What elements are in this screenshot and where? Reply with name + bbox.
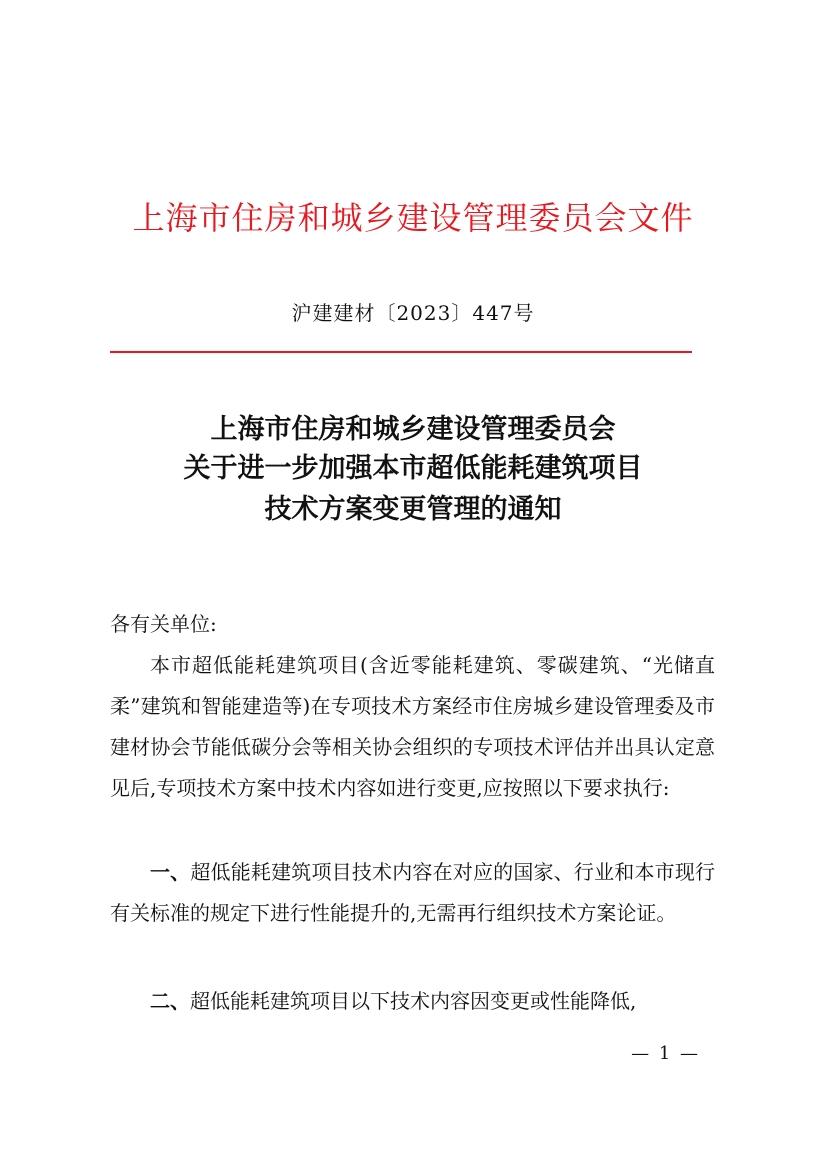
title-line-1: 上海市住房和城乡建设管理委员会: [210, 414, 616, 445]
header-divider: [110, 351, 692, 353]
title-line-3: 技术方案变更管理的通知: [264, 494, 562, 525]
numbered-item-2: [110, 981, 715, 1022]
body-paragraph-1: 本市超低能耗建筑项目(含近零能耗建筑、零碳建筑、“光储直柔”建筑和智能建造等)在专项技术方案经市住房城乡建设管理委及市建材协会节能低碳分会等相关协会组织的专项技术评估并出具认定意见后,专项技术方案中技术内容如进行变更,应按照以下要求执行:: [110, 653, 715, 800]
document-number: 沪建建材〔2023〕447号: [291, 301, 535, 325]
page-number: — 1 —: [631, 1043, 700, 1064]
title-line-2: 关于进一步加强本市超低能耗建筑项目: [183, 453, 643, 484]
salutation: 各有关单位:: [110, 612, 217, 636]
item-2-number: 二、: [150, 989, 190, 1013]
issuer-title: 上海市住房和城乡建设管理委员会文件: [132, 199, 694, 237]
numbered-item-1: [110, 852, 715, 934]
item-1-text: 超低能耗建筑项目技术内容在对应的国家、行业和本市现行有关标准的规定下进行性能提升的,无需再行组织技术方案论证。: [110, 860, 716, 925]
item-1-number: 一、: [150, 860, 191, 884]
item-2-text: 超低能耗建筑项目以下技术内容因变更或性能降低,: [190, 989, 637, 1013]
